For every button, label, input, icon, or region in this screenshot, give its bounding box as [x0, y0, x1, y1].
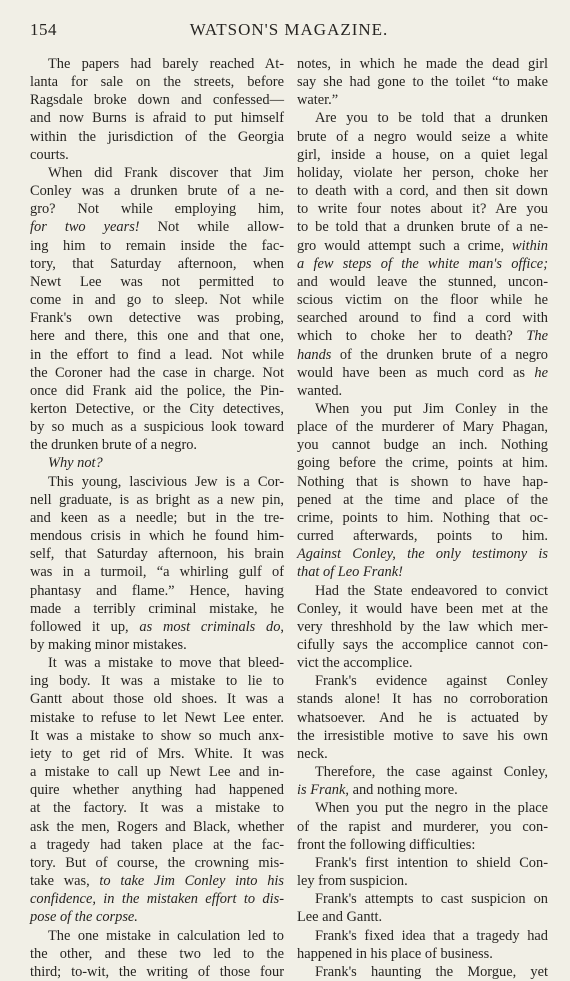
text-line: the irresistible motive to save his own [297, 727, 548, 744]
text-line: scious victim on the floor while he [297, 292, 548, 309]
text-line: Frank's first intention to shield Con- [315, 854, 548, 871]
text-line: self, that Saturday afternoon, his brain [30, 546, 284, 563]
text-line: The papers had barely reached At- [48, 56, 284, 72]
text-line: a few steps of the white man's office; [297, 255, 548, 272]
text-line: Frank's own detective was probing, [30, 310, 284, 327]
text-line: followed it up, as most criminals do, [30, 618, 285, 635]
text-line: Frank's attempts to cast suspicion on [315, 891, 548, 908]
text-line: Why not? [48, 455, 103, 472]
text-line: to write four notes about it? Are you [297, 201, 548, 218]
text-line: say she had gone to the toilet “to make [297, 74, 548, 91]
text-line: notes, in which he made the dead girl [297, 56, 548, 72]
text-line: When you put Jim Conley in the [315, 400, 548, 417]
text-line: is Frank, and nothing more. [297, 782, 458, 799]
text-line: phantasy and flame.” Hence, having [30, 582, 284, 599]
text-line: the Coroner had the case in charge. Not [30, 364, 284, 381]
text-line: courts. [30, 146, 69, 163]
text-line: kerton Detective, or the City detectives, [30, 400, 284, 417]
text-line: This young, lascivious Jew is a Cor- [48, 473, 284, 490]
text-line: confidence, in the mistaken effort to dis- [30, 891, 284, 908]
right-text-column [297, 55, 548, 981]
text-line: quire whether anything had happened [30, 782, 284, 799]
text-line: ing him to remain inside the fac- [30, 237, 284, 254]
text-line: wanted. [297, 382, 343, 399]
text-line: Frank's haunting the Morgue, yet [315, 963, 548, 980]
text-line: iety to get rid of Mrs. White. It was [30, 745, 284, 762]
text-line: water.” [297, 92, 339, 109]
text-line: and keen as a needle; but in the tre- [30, 509, 284, 526]
text-line: ley from suspicion. [297, 873, 408, 890]
text-line: hands of the drunken brute of a negro [297, 346, 548, 363]
text-line: within the jurisdiction of the Georgia [30, 128, 284, 145]
text-line: neck. [297, 745, 328, 762]
text-line: holiday, violate her person, choke her [297, 164, 548, 181]
text-line: Ragsdale broke down and confessed— [30, 92, 284, 109]
text-line: ask the men, Rogers and Black, whether [30, 818, 284, 835]
text-line: Against Conley, the only testimony is [297, 546, 548, 563]
text-line: Nothing that is shown to have hap- [297, 473, 548, 490]
left-text-column [30, 55, 284, 981]
running-title: WATSON'S MAGAZINE. [189, 20, 389, 39]
text-line: mistake to refuse to let Newt Lee enter. [30, 709, 284, 726]
text-line: stands alone! It has no corroboration [297, 691, 548, 708]
text-line: crime, points to him. Nothing that oc- [297, 509, 548, 526]
text-line: Frank's fixed idea that a tragedy had [315, 927, 548, 944]
text-line: vict the accomplice. [297, 655, 413, 672]
text-line: for two years! Not while allow- [30, 219, 284, 236]
text-line: once did Frank aid the police, the Pin- [30, 382, 284, 399]
text-line: Frank's evidence against Conley [315, 673, 548, 690]
text-line: Conley, it would have been met at the [297, 600, 548, 617]
text-line: It was a mistake to move that bleed- [48, 655, 284, 672]
text-line: of the rapist and murderer, you con- [297, 818, 548, 835]
text-line: by making minor mistakes. [30, 637, 187, 653]
text-line: a mistake to call up Newt Lee and in- [30, 764, 284, 781]
text-line: pened at the time and place of the [297, 491, 548, 508]
text-line: curred afterwards, points to him. [297, 528, 548, 545]
text-line: mendous crisis in which he found him- [30, 528, 284, 545]
text-line: Therefore, the case against Conley, [315, 764, 548, 781]
text-line: cifully says the accomplice cannot con- [297, 637, 548, 653]
text-line: place of the murderer of Mary Phagan, [297, 419, 548, 436]
text-line: happened in his place of business. [297, 945, 493, 962]
text-line: brute of a negro would seize a white [297, 128, 548, 145]
text-line: When did Frank discover that Jim [48, 164, 284, 181]
text-line: Lee and Gantt. [297, 909, 383, 926]
text-line: third; to-wit, the writing of those four [30, 963, 284, 980]
text-line: here and there, this one and that one, [30, 328, 284, 345]
text-line: Conley was a drunken brute of a ne- [30, 183, 284, 200]
text-line: The one mistake in calculation led to [48, 927, 284, 944]
text-line: gro? Not while employing him, [30, 201, 284, 218]
text-line: tory, that Saturday afternoon, when [30, 255, 284, 272]
text-line: the drunken brute of a negro. [30, 437, 198, 454]
page-header [30, 20, 548, 46]
page-number: 154 [30, 20, 57, 39]
text-line: nell graduate, is as bright as a new pin, [30, 491, 284, 508]
text-line: was in a turmoil, “a whirling gulf of [30, 564, 284, 581]
text-line: very threshhold by the law which mer- [297, 618, 548, 635]
text-line: lanta for sale on the streets, before [30, 74, 284, 91]
text-line: to be told that a drunken brute of a ne- [297, 219, 548, 236]
text-line: in the effort to find a lead. Not while [30, 346, 284, 363]
text-line: by so much as a suspicious look toward [30, 419, 284, 436]
text-line: at the factory. It was a mistake to [30, 800, 284, 817]
text-line: gro would attempt such a crime, within [297, 237, 548, 254]
text-line: a tragedy had taken place at the fac- [30, 836, 284, 853]
text-line: whatsoever. And he is actuated by [297, 709, 548, 726]
text-line: the other, and these two led to the [30, 945, 284, 962]
text-line: searched around to find a cord with [297, 310, 548, 327]
text-line: Are you to be told that a drunken [315, 110, 548, 127]
text-line: front the following difficulties: [297, 836, 476, 853]
text-line: pose of the corpse. [30, 909, 138, 926]
text-line: tory. But of course, the crowning mis- [30, 854, 284, 871]
text-line: you cannot budge an inch. Nothing [297, 437, 548, 454]
text-line: would have been as much cord as he [297, 364, 548, 381]
text-line: to death with a cord, and then sit down [297, 183, 548, 200]
text-line: take was, to take Jim Conley into his [30, 873, 284, 890]
text-line: girl, inside a house, on a quiet legal [297, 146, 548, 163]
text-line: come in and go to sleep. Not while [30, 292, 284, 309]
text-line: When you put the negro in the place [315, 800, 548, 817]
text-line: that of Leo Frank! [297, 564, 403, 581]
text-line: Gantt about those old shoes. It was a [30, 691, 284, 708]
text-line: Newt Lee was not permitted to [30, 273, 284, 290]
text-line: and now Burns is afraid to put himself [30, 110, 284, 127]
text-line: ing body. It was a mistake to lie to [30, 673, 284, 690]
text-line: going before the crime, points at him. [297, 455, 548, 472]
text-line: made a terribly criminal mistake, he [30, 600, 284, 617]
text-line: which to choke her to death? The [297, 328, 548, 345]
text-line: Had the State endeavored to convict [315, 582, 548, 599]
text-line: and would leave the stunned, uncon- [297, 273, 548, 290]
text-line: It was a mistake to show so much anx- [30, 727, 284, 744]
